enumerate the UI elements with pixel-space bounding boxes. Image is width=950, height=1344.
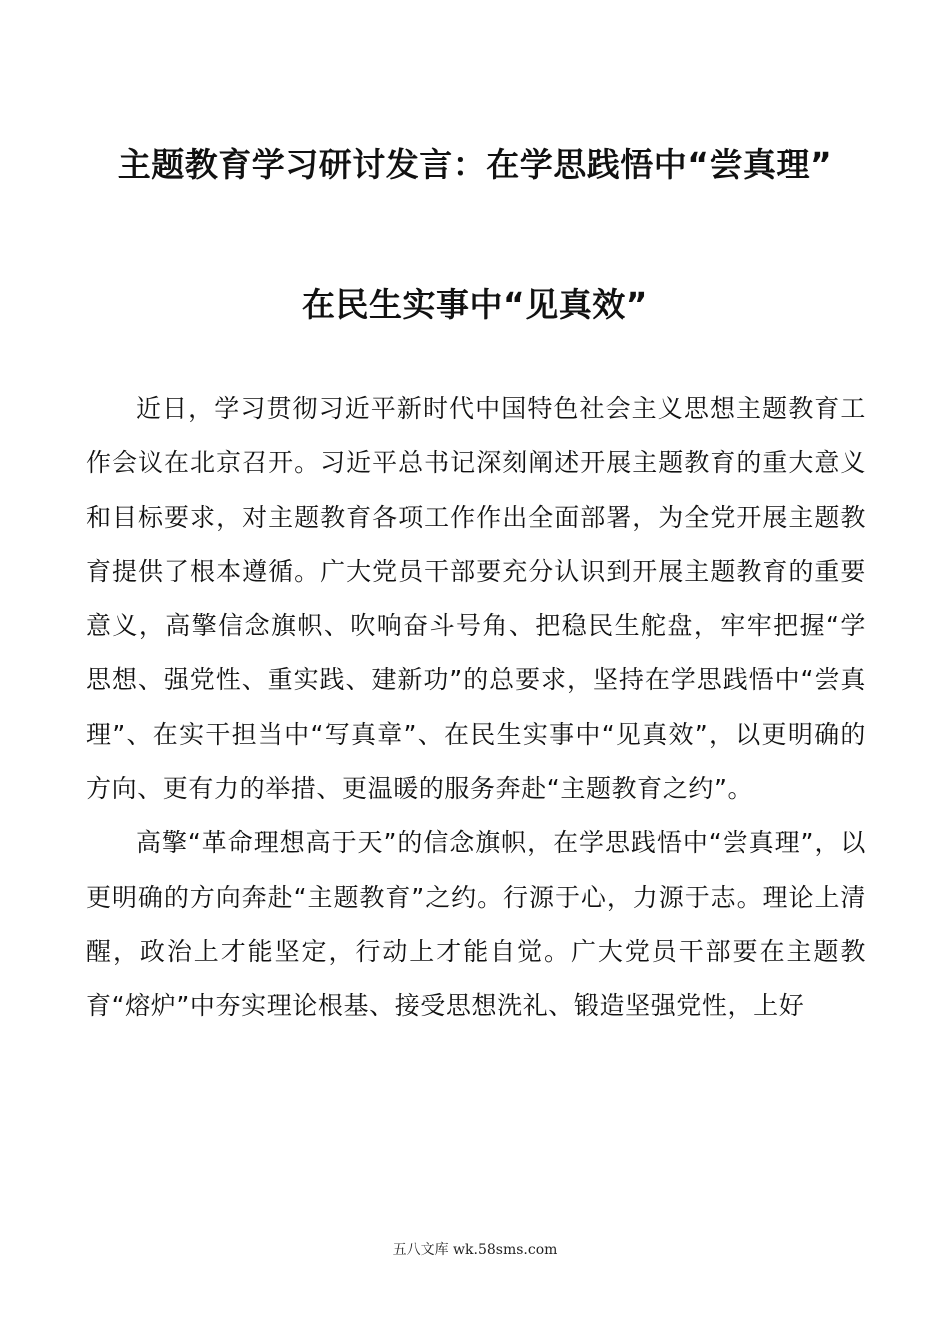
paragraph-1: 近日，学习贯彻习近平新时代中国特色社会主义思想主题教育工作会议在北京召开。习近平总书记深刻阐述开展主题教育的重大意义和目标要求，对主题教育各项工作作出全面部署，为全党开展主题教育提供了根本遵循。广大党员干部要充分认识到开展主题教育的重要意义，高擎信念旗帜、吹响奋斗号角、把稳民生舵盘，牢牢把握“学思想、强党性、重实践、建新功”的总要求，坚持在学思践悟中“尝真理”、在实干担当中“写真章”、在民生实事中“见真效”，以更明确的方向、更有力的举措、更温暖的服务奔赴“主题教育之约”。 [86, 394, 866, 804]
footer-watermark: 五八文库 wk.58sms.com [392, 1242, 558, 1258]
document-body [86, 382, 866, 1034]
document-title-line-2: 在民生实事中“见真效” [302, 285, 648, 324]
document-title-line-1: 主题教育学习研讨发言：在学思践悟中“尝真理” [117, 145, 833, 184]
paragraph-2: 高擎“革命理想高于天”的信念旗帜，在学思践悟中“尝真理”，以更明确的方向奔赴“主题教育”之约。行源于心，力源于志。理论上清醒，政治上才能坚定，行动上才能自觉。广大党员干部要在主题教育“熔炉”中夯实理论根基、接受思想洗礼、锻造坚强党性，上好 [86, 828, 866, 1021]
